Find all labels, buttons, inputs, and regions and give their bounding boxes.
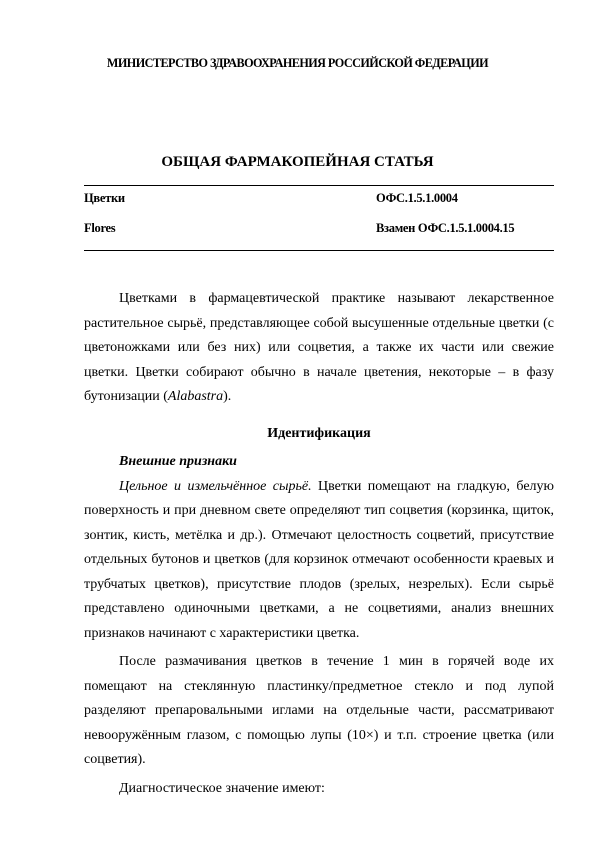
intro-paragraph: Цветками в фармацевтической практике называют лекарственное растительное сырьё, представляющее собой высушенные отдельные цветки (с цветоножками или без них) или соцветия, а также их части или свежие цветки. Цветки собирают обычно в начале цветения, некоторые – в фазу бутонизации (Alabastra). [84,291,554,404]
whole-raw-material-label: Цельное и измельчённое сырьё. [119,478,312,494]
intro-latin-term: Alabastra [167,389,224,404]
soaking-paragraph: После размачивания цветков в течение 1 мин в горячей воде их помещают на стеклянную пластинку/предметное стекло и под лупой разделяют препаровальными иглами на отдельные части, рассматривают невооружённым глазом, с помощью лупы (10×) и т.п. строение цветка (или соцветия). [84,654,554,767]
article-replaces: Взамен ОФС.1.5.1.0004.15 [376,221,515,235]
diagnostic-paragraph: Диагностическое значение имеют: [119,780,325,796]
article-code: ОФС.1.5.1.0004 [376,191,458,205]
ministry-header: МИНИСТЕРСТВО ЗДРАВООХРАНЕНИЯ РОССИЙСКОЙ ФЕДЕРАЦИИ [106,56,489,70]
document-title: ОБЩАЯ ФАРМАКОПЕЙНАЯ СТАТЬЯ [161,154,434,170]
article-body [84,287,554,801]
article-name-latin: Flores [84,221,116,235]
external-features-subheading: Внешние признаки [119,454,237,469]
bottom-divider [84,250,554,251]
whole-raw-material-paragraph: Цельное и измельчённое сырьё. Цветки помещают на гладкую, белую поверхность и при дневном свете определяют тип соцветия (корзинка, щиток, зонтик, кисть, метёлка и др.). Отмечают целостность соцветий, присутствие отдельных бутонов и цветков (для корзинок отмечают особенности краевых и трубчатых цветков), присутствие плодов (зрелых, незрелых). Если сырьё представлено одиночными цветками, а не соцветиями, анализ внешних признаков начинают с характеристики цветка. [84,478,555,641]
top-divider [84,185,554,186]
article-name-ru: Цветки [84,191,125,205]
identification-heading: Идентификация [267,425,371,441]
